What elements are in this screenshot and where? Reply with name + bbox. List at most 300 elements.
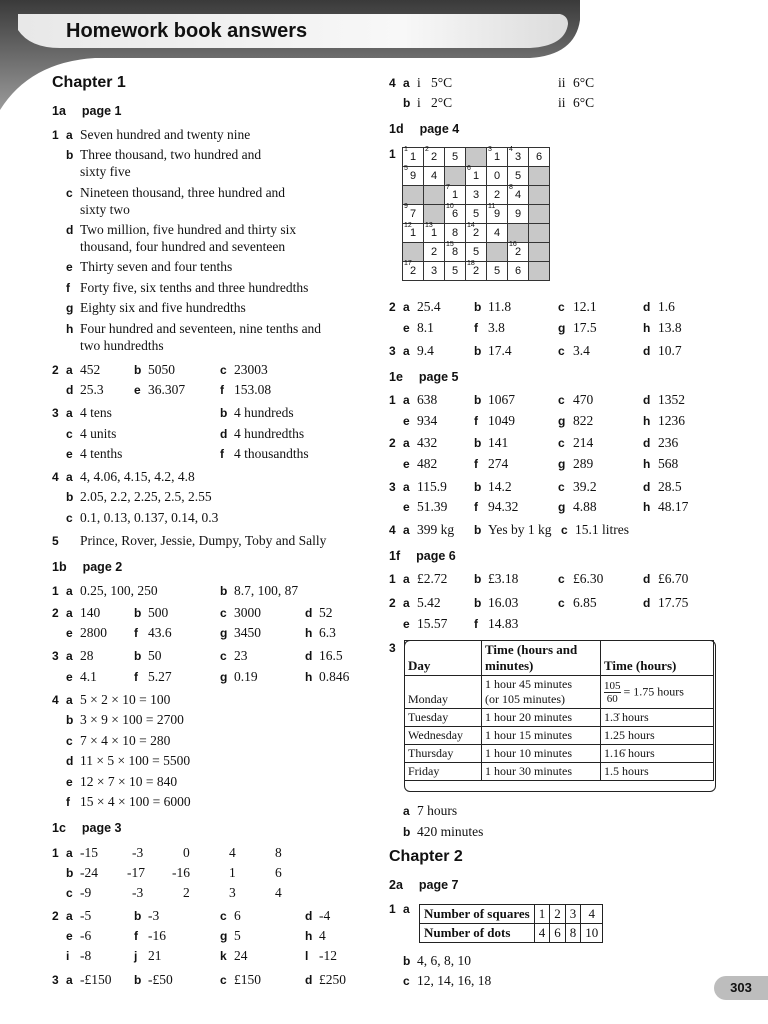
crossword-digit: 5 — [472, 246, 480, 258]
answer: 6.3 — [319, 625, 336, 640]
question-number: 3 — [52, 649, 59, 663]
answer: 140 — [80, 605, 101, 620]
section-page: page 6 — [416, 549, 456, 563]
minutes-cell: 1 hour 15 minutes — [482, 727, 601, 745]
chapter-2-heading: Chapter 2 — [389, 848, 463, 865]
answer: 1.6 — [658, 299, 675, 314]
section-label: 1d — [389, 122, 404, 136]
part-letter: f — [474, 457, 478, 471]
answer: 5.42 — [417, 595, 441, 610]
crossword-cell — [508, 243, 529, 262]
crossword-cell-shaded — [424, 205, 445, 224]
answer: 5.27 — [148, 669, 172, 684]
question-number: 2 — [52, 606, 59, 620]
answer: sixty two — [80, 202, 130, 217]
answer: 5 — [234, 928, 241, 943]
answer: 822 — [573, 413, 594, 428]
answer: 4 hundredths — [234, 426, 305, 441]
crossword-cell — [445, 224, 466, 243]
answer: 4.88 — [573, 499, 597, 514]
answer: -12 — [319, 948, 337, 963]
answer: 4 — [275, 885, 282, 900]
answer: 0.25, 100, 250 — [80, 583, 158, 598]
crossword-digit: 3 — [472, 189, 480, 201]
crossword-cell — [424, 262, 445, 281]
part-letter: l — [305, 949, 309, 963]
answer: 39.2 — [573, 479, 597, 494]
part-letter: c — [558, 300, 565, 314]
answer: 24 — [234, 948, 248, 963]
answer: 500 — [148, 605, 169, 620]
part-letter: d — [305, 606, 313, 620]
fraction-numerator: 105 — [604, 679, 621, 692]
crossword-cell — [487, 167, 508, 186]
part-letter: h — [305, 626, 313, 640]
part-letter: e — [403, 617, 410, 631]
part-letter: a — [66, 128, 73, 142]
part-letter: b — [134, 973, 142, 987]
answer: -8 — [80, 948, 92, 963]
part-letter: a — [66, 846, 73, 860]
part-letter: a — [403, 902, 410, 916]
table-row — [405, 763, 714, 781]
part-letter: d — [643, 572, 651, 586]
part-letter: a — [66, 606, 73, 620]
answer: 4 thousandths — [234, 446, 309, 461]
part-letter: c — [220, 649, 227, 663]
table-cell: 4 — [581, 905, 603, 924]
crossword-cell — [445, 243, 466, 262]
crossword-cell-shaded — [403, 186, 424, 205]
day-cell: Monday — [405, 676, 482, 709]
answer: 4 tens — [80, 405, 112, 420]
crossword-cell — [487, 224, 508, 243]
crossword-digit: 9 — [493, 208, 501, 220]
clue-number: 1 — [404, 146, 408, 153]
answer: 3000 — [234, 605, 261, 620]
answer: 25.3 — [80, 382, 104, 397]
part-letter: c — [66, 511, 73, 525]
part-letter: a — [66, 406, 73, 420]
part-letter: g — [220, 670, 228, 684]
answer: 10.7 — [658, 343, 682, 358]
answer: Forty five, six tenths and three hundredths — [80, 280, 309, 295]
part-letter: h — [643, 321, 651, 335]
answer: £6.70 — [658, 571, 689, 586]
answer: £250 — [319, 972, 346, 987]
question-number: 1 — [52, 584, 59, 598]
answer: 1352 — [658, 392, 685, 407]
question-number: 3 — [389, 344, 396, 358]
part-letter: f — [66, 281, 70, 295]
answer: 6 — [234, 908, 241, 923]
answer: 4.1 — [80, 669, 97, 684]
section-label: 1b — [52, 560, 67, 574]
part-letter: b — [134, 363, 142, 377]
clue-number: 2 — [425, 146, 429, 153]
question-number: 1 — [389, 572, 396, 586]
day-cell: Thursday — [405, 745, 482, 763]
minutes-cell: 1 hour 20 minutes — [482, 709, 601, 727]
column-header-minutes — [482, 641, 601, 676]
part-letter: a — [403, 480, 410, 494]
question-number: 2 — [389, 300, 396, 314]
part-letter: e — [66, 260, 73, 274]
section-label: 1c — [52, 821, 66, 835]
question-number: 1 — [52, 128, 59, 142]
part-letter: e — [403, 457, 410, 471]
part-letter: b — [474, 596, 482, 610]
answer: 4 hundreds — [234, 405, 294, 420]
answer: -6 — [80, 928, 92, 943]
answer: 3.4 — [573, 343, 590, 358]
answer: 0.19 — [234, 669, 258, 684]
part-letter: f — [66, 795, 70, 809]
table-row — [405, 709, 714, 727]
answer: -16 — [172, 865, 190, 880]
crossword-cell — [466, 186, 487, 205]
section-page: page 7 — [418, 878, 459, 892]
crossword-digit: 6 — [535, 151, 543, 163]
header-line: minutes) — [485, 658, 534, 673]
question-number: 3 — [52, 406, 59, 420]
answer: 6°C — [573, 75, 595, 90]
table-cell: 3 — [565, 905, 581, 924]
answer: 214 — [573, 435, 594, 450]
crossword-cell — [424, 243, 445, 262]
part-letter: d — [220, 427, 228, 441]
crossword-cell — [508, 148, 529, 167]
answer: 5°C — [431, 75, 453, 90]
time-table — [404, 640, 714, 781]
section-page: page 3 — [81, 821, 122, 835]
answer: 50 — [148, 648, 162, 663]
answer: £150 — [234, 972, 261, 987]
answer: 23003 — [234, 362, 268, 377]
crossword-digit: 1 — [409, 151, 417, 163]
clue-number: 11 — [488, 203, 496, 210]
part-letter: d — [305, 973, 313, 987]
crossword-cell — [445, 262, 466, 281]
table-row — [420, 905, 603, 924]
answer: 274 — [488, 456, 509, 471]
crossword-cell-shaded — [403, 243, 424, 262]
fraction — [604, 680, 621, 705]
part-letter: d — [643, 436, 651, 450]
answer: 13.8 — [658, 320, 682, 335]
question-number: 3 — [52, 973, 59, 987]
answer: Three thousand, two hundred and — [80, 147, 262, 162]
answer: 52 — [319, 605, 333, 620]
question-number: 3 — [389, 641, 396, 655]
answer: Yes by 1 kg — [488, 522, 552, 537]
section-1b-heading — [52, 560, 122, 574]
crossword-digit: 7 — [409, 208, 417, 220]
question-number: 4 — [52, 693, 59, 707]
part-letter: h — [643, 500, 651, 514]
crossword-digit: 2 — [514, 246, 522, 258]
answer: 4 tenths — [80, 446, 123, 461]
crossword-cell — [466, 243, 487, 262]
section-1d-heading — [389, 122, 459, 136]
answer: Seven hundred and twenty nine — [80, 127, 251, 142]
part-letter: g — [66, 301, 74, 315]
part-letter: g — [220, 929, 228, 943]
crossword-row — [403, 224, 550, 243]
hours-cell: 1.25 hours — [601, 727, 714, 745]
crossword-digit: 4 — [430, 170, 438, 182]
table-row — [405, 745, 714, 763]
minutes-line: (or 105 minutes) — [485, 692, 565, 706]
part-letter: b — [66, 713, 74, 727]
crossword-digit: 5 — [451, 265, 459, 277]
table-cell: 4 — [534, 924, 550, 943]
answer: 0.1, 0.13, 0.137, 0.14, 0.3 — [80, 510, 219, 525]
answer: Nineteen thousand, three hundred and — [80, 185, 286, 200]
answer: 14.83 — [488, 616, 519, 631]
minutes-line: 1 hour 45 minutes — [485, 677, 572, 691]
hours-cell: 1.3̇ hours — [601, 709, 714, 727]
part-letter: a — [66, 470, 73, 484]
crossword-digit: 5 — [514, 170, 522, 182]
part-letter: e — [134, 383, 141, 397]
day-cell: Wednesday — [405, 727, 482, 745]
crossword-digit: 4 — [493, 227, 501, 239]
section-1a-heading — [52, 104, 122, 118]
part-letter: b — [134, 606, 142, 620]
part-letter: h — [305, 929, 313, 943]
crossword-digit: 2 — [430, 246, 438, 258]
answer: 470 — [573, 392, 594, 407]
answer: -9 — [80, 885, 92, 900]
part-letter: e — [66, 775, 73, 789]
part-letter: c — [558, 596, 565, 610]
answer: Four hundred and seventeen, nine tenths and — [80, 321, 322, 336]
crossword-cell — [466, 167, 487, 186]
part-letter: b — [474, 436, 482, 450]
crossword-digit: 1 — [430, 227, 438, 239]
part-letter: b — [220, 584, 228, 598]
answer: £3.18 — [488, 571, 519, 586]
part-letter: e — [66, 626, 73, 640]
part-letter: d — [643, 344, 651, 358]
part-letter: d — [643, 480, 651, 494]
answer: 15 × 4 × 100 = 6000 — [80, 794, 191, 809]
answer: 17.4 — [488, 343, 512, 358]
answer: 4 units — [80, 426, 117, 441]
table-row — [405, 727, 714, 745]
question-number: 2 — [52, 909, 59, 923]
crossword-cell — [403, 148, 424, 167]
answer: 289 — [573, 456, 594, 471]
answer: 2.05, 2.2, 2.25, 2.5, 2.55 — [80, 489, 212, 504]
crossword-row — [403, 205, 550, 224]
part-letter: a — [66, 649, 73, 663]
part-letter: a — [66, 973, 73, 987]
answer: 3.8 — [488, 320, 505, 335]
part-letter: h — [305, 670, 313, 684]
part-letter: h — [66, 322, 74, 336]
part-letter: f — [134, 929, 138, 943]
answer: 5050 — [148, 362, 175, 377]
hours-cell — [601, 676, 714, 709]
answer: 7 × 4 × 10 = 280 — [80, 733, 171, 748]
table-cell: 2 — [550, 905, 566, 924]
row-header: Number of squares — [420, 905, 535, 924]
answer: -5 — [80, 908, 92, 923]
part-letter: g — [558, 500, 566, 514]
part-letter: c — [561, 523, 568, 537]
column-header-hours: Time (hours) — [601, 641, 714, 676]
answer: 51.39 — [417, 499, 448, 514]
part-letter: d — [643, 596, 651, 610]
crossword-digit: 2 — [409, 265, 417, 277]
part-letter: b — [474, 480, 482, 494]
crossword-digit: 5 — [472, 208, 480, 220]
crossword-row — [403, 243, 550, 262]
clue-number: 3 — [488, 146, 492, 153]
crossword-cell — [508, 205, 529, 224]
crossword-row — [403, 148, 550, 167]
question-number: 1 — [52, 846, 59, 860]
question-number: 1 — [389, 902, 396, 916]
fraction-denominator: 60 — [606, 692, 618, 705]
crossword-cell-shaded — [529, 262, 550, 281]
answer: two hundredths — [80, 338, 164, 353]
answer: 17.5 — [573, 320, 597, 335]
part-letter: c — [558, 572, 565, 586]
part-letter: d — [66, 754, 74, 768]
section-1f-heading — [389, 549, 456, 563]
answer: 21 — [148, 948, 162, 963]
crossword-digit: 6 — [451, 208, 459, 220]
part-letter: b — [474, 523, 482, 537]
crossword-cell — [487, 186, 508, 205]
part-letter: c — [66, 886, 73, 900]
section-label: 2a — [389, 878, 403, 892]
answer: 48.17 — [658, 499, 689, 514]
crossword-cell — [403, 205, 424, 224]
answer: 2 — [183, 885, 190, 900]
part-letter: d — [643, 393, 651, 407]
part-letter: a — [403, 344, 410, 358]
part-letter: b — [403, 954, 411, 968]
part-letter: c — [220, 909, 227, 923]
crossword-cell-shaded — [529, 205, 550, 224]
part-letter: b — [474, 572, 482, 586]
day-cell: Tuesday — [405, 709, 482, 727]
hours-value: = 1.75 hours — [623, 683, 684, 698]
crossword-cell — [466, 262, 487, 281]
part-letter: c — [220, 973, 227, 987]
header-banner — [0, 0, 768, 120]
crossword-cell — [445, 186, 466, 205]
part-letter: f — [474, 500, 478, 514]
crossword-cell — [508, 167, 529, 186]
crossword-row — [403, 262, 550, 281]
crossword-digit: 1 — [493, 151, 501, 163]
answer: Thirty seven and four tenths — [80, 259, 233, 274]
answer: 5 × 2 × 10 = 100 — [80, 692, 171, 707]
question-number: 4 — [52, 470, 59, 484]
part-letter: b — [134, 649, 142, 663]
section-1e-heading — [389, 370, 459, 384]
question-number: 2 — [52, 363, 59, 377]
answer: 1049 — [488, 413, 515, 428]
chapter-1-heading: Chapter 1 — [52, 74, 126, 91]
crossword-digit: 8 — [451, 246, 459, 258]
part-letter: e — [66, 447, 73, 461]
part-letter: d — [305, 649, 313, 663]
answer: 15.57 — [417, 616, 448, 631]
part-letter: c — [66, 427, 73, 441]
clue-number: 7 — [446, 184, 450, 191]
section-2a-heading — [389, 878, 459, 892]
crossword-digit: 8 — [451, 227, 459, 239]
clue-number: 6 — [467, 165, 471, 172]
part-letter: h — [643, 414, 651, 428]
answer: 0.846 — [319, 669, 350, 684]
answer: 94.32 — [488, 499, 519, 514]
crossword-cell — [403, 167, 424, 186]
answer: 17.75 — [658, 595, 689, 610]
clue-number: 17 — [404, 260, 412, 267]
answer: 420 minutes — [417, 824, 484, 839]
question-number: 4 — [389, 523, 396, 537]
answer: 115.9 — [417, 479, 447, 494]
answer: 9.4 — [417, 343, 434, 358]
answer: 16.03 — [488, 595, 519, 610]
part-letter: a — [66, 584, 73, 598]
part-letter: f — [474, 321, 478, 335]
crossword-digit: 5 — [493, 265, 501, 277]
answer: 15.1 litres — [575, 522, 629, 537]
part-letter: b — [474, 300, 482, 314]
crossword-cell — [445, 148, 466, 167]
question-number: 3 — [389, 480, 396, 494]
answer: 1 — [229, 865, 236, 880]
part-letter: b — [66, 866, 74, 880]
part-letter: g — [558, 457, 566, 471]
question-number: 5 — [52, 534, 59, 548]
page-title: Homework book answers — [66, 20, 308, 42]
part-letter: b — [474, 393, 482, 407]
crossword-cell — [403, 262, 424, 281]
crossword-cell — [424, 148, 445, 167]
minutes-cell: 1 hour 30 minutes — [482, 763, 601, 781]
part-letter: a — [403, 300, 410, 314]
part-letter: b — [474, 344, 482, 358]
part-letter: f — [474, 414, 478, 428]
crossword-cell — [487, 262, 508, 281]
answer: 6 — [275, 865, 282, 880]
page-number: 303 — [714, 976, 768, 1000]
crossword-digit: 4 — [514, 189, 522, 201]
part-letter: g — [558, 321, 566, 335]
part-letter: c — [220, 606, 227, 620]
crossword-digit: 2 — [430, 151, 438, 163]
clue-number: 8 — [509, 184, 513, 191]
hours-cell: 1.5 hours — [601, 763, 714, 781]
question-number: 1 — [389, 147, 396, 161]
answer: 7 hours — [417, 803, 458, 818]
part-letter: c — [558, 393, 565, 407]
crossword-digit: 2 — [472, 227, 480, 239]
part-letter: i — [66, 949, 70, 963]
column-header-day: Day — [405, 641, 482, 676]
question-number: 2 — [389, 436, 396, 450]
crossword-cell — [466, 205, 487, 224]
